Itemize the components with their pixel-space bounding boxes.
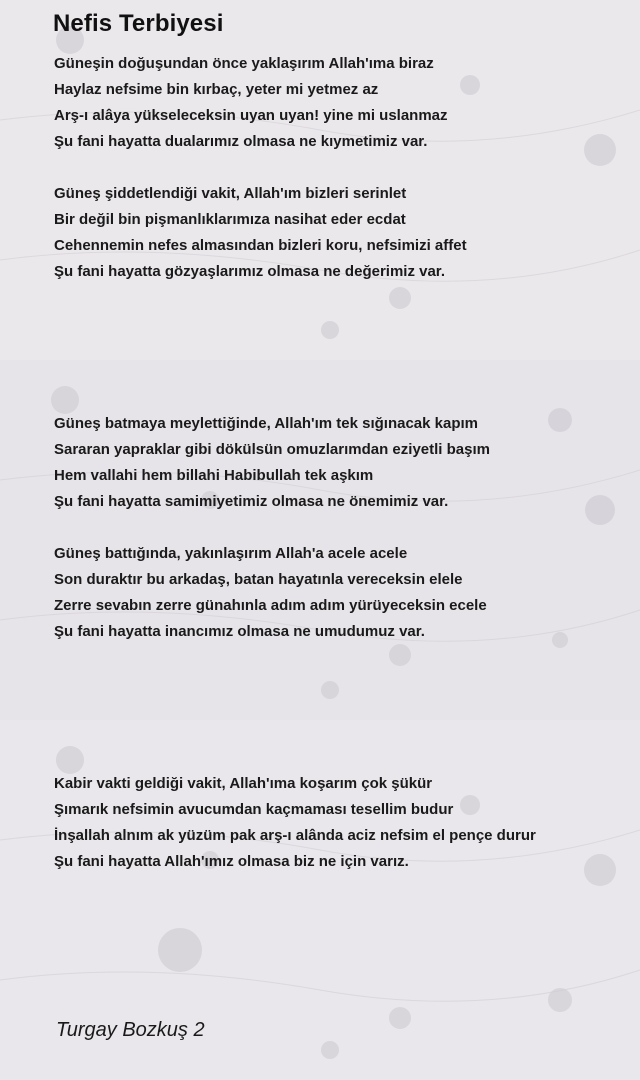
poem-line: Zerre sevabın zerre günahınla adım adım yürüyeceksin ecele [54, 597, 487, 614]
poem-line: Güneş batmaya meylettiğinde, Allah'ım tek sığınacak kapım [54, 415, 478, 432]
poem-line: Şu fani hayatta samimiyetimiz olmasa ne önemimiz var. [54, 493, 449, 510]
poem-line: Güneş battığında, yakınlaşırım Allah'a acele acele [54, 545, 408, 562]
stanza-2 [54, 181, 467, 285]
poem-line: Güneşin doğuşundan önce yaklaşırım Allah'ıma biraz [54, 55, 434, 72]
stanza-5 [54, 771, 536, 875]
stanza-1 [54, 51, 448, 155]
poem-line: Şu fani hayatta inancımız olmasa ne umudumuz var. [54, 623, 425, 640]
poem-line: Haylaz nefsime bin kırbaç, yeter mi yetmez az [54, 81, 379, 98]
poem-line: Hem vallahi hem billahi Habibullah tek aşkım [54, 467, 374, 484]
poem-line: Sararan yapraklar gibi dökülsün omuzlarımdan eziyetli başım [54, 441, 490, 458]
poem-line: Arş-ı alâya yükseleceksin uyan uyan! yine mi uslanmaz [54, 107, 448, 124]
poem-line: Son duraktır bu arkadaş, batan hayatınla vereceksin elele [54, 571, 463, 588]
poem-line: Kabir vakti geldiği vakit, Allah'ıma koşarım çok şükür [54, 775, 433, 792]
stanza-4 [54, 541, 487, 645]
poem-line: Şımarık nefsimin avucumdan kaçmaması tesellim budur [54, 801, 454, 818]
poem-line: Cehennemin nefes almasından bizleri koru, nefsimizi affet [54, 237, 467, 254]
poem-line: İnşallah alnım ak yüzüm pak arş-ı alânda aciz nefsim el pençe durur [54, 827, 536, 844]
stanza-3 [54, 411, 490, 515]
poem-line: Bir değil bin pişmanlıklarımıza nasihat eder ecdat [54, 211, 406, 228]
poem-line: Şu fani hayatta gözyaşlarımız olmasa ne değerimiz var. [54, 263, 445, 280]
poem-line: Şu fani hayatta Allah'ımız olmasa biz ne için varız. [54, 853, 409, 870]
poem-line: Şu fani hayatta dualarımız olmasa ne kıymetimiz var. [54, 133, 428, 150]
poem-title: Nefis Terbiyesi [53, 10, 224, 37]
poem-author[interactable]: Turgay Bozkuş 2 [56, 1019, 205, 1041]
poem-line: Güneş şiddetlendiği vakit, Allah'ım bizleri serinlet [54, 185, 407, 202]
